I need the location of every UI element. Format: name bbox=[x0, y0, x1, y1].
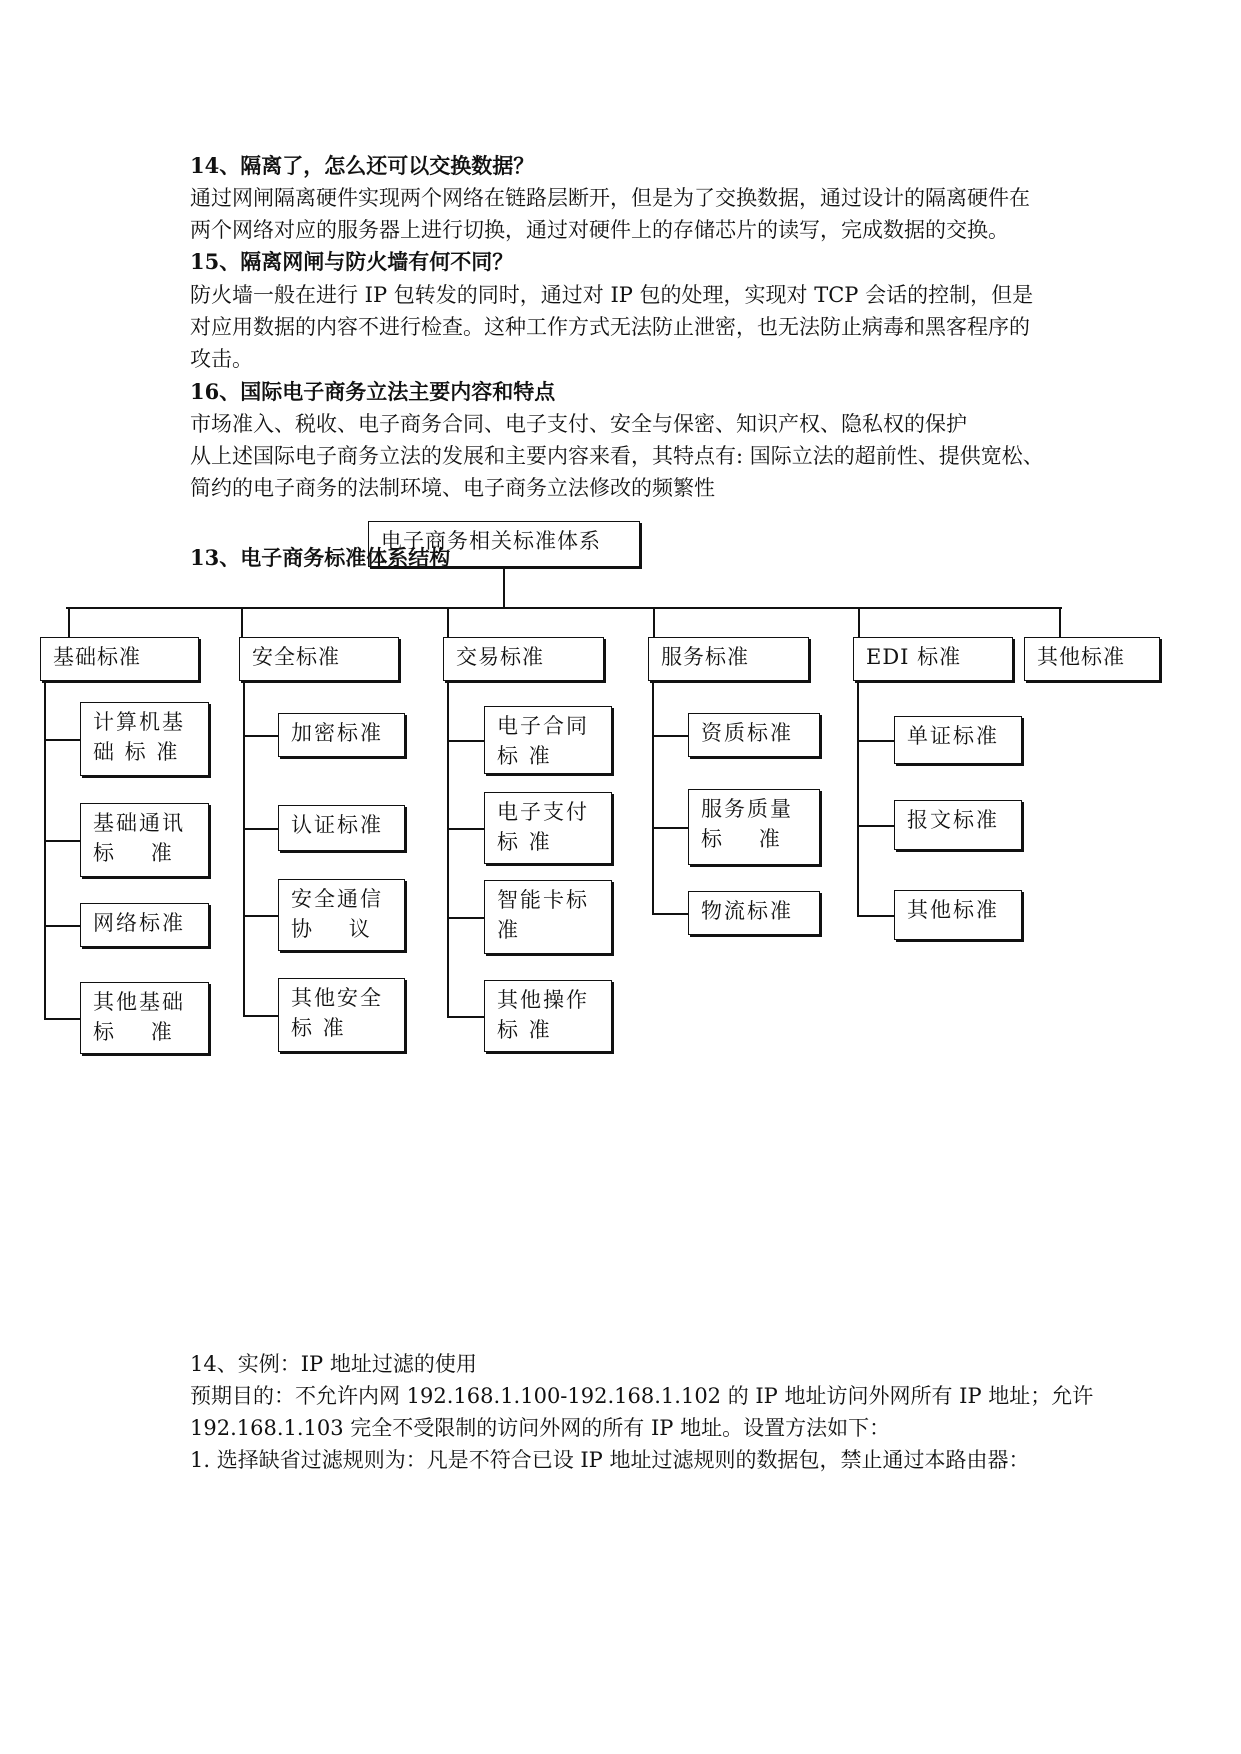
example-title: 14、实例：IP 地址过滤的使用 bbox=[190, 1352, 477, 1376]
child-connector-line bbox=[44, 840, 80, 842]
q14-paragraph-line: 通过网闸隔离硬件实现两个网络在链路层断开，但是为了交换数据，通过设计的隔离硬件在 bbox=[190, 186, 1030, 210]
category-box: 交易标准 bbox=[443, 637, 604, 681]
q16-paragraph-line: 市场准入、税收、电子商务合同、电子支付、安全与保密、知识产权、隐私权的保护 bbox=[190, 412, 967, 436]
child-connector-line bbox=[447, 917, 484, 919]
q14-paragraph-line: 两个网络对应的服务器上进行切换，通过对硬件上的存储芯片的读写，完成数据的交换。 bbox=[190, 218, 1009, 242]
child-connector-line bbox=[857, 915, 894, 917]
q15-paragraph-line: 防火墙一般在进行 IP 包转发的同时，通过对 IP 包的处理，实现对 TCP 会话的控制，但是 bbox=[190, 283, 1034, 307]
standard-item-box: 服务质量 标 准 bbox=[688, 789, 820, 865]
standard-item-box: 计算机基 础 标 准 bbox=[80, 702, 209, 776]
category-vertical-line bbox=[243, 681, 245, 1015]
standard-item-box: 智能卡标 准 bbox=[484, 880, 612, 954]
example-paragraph-line: 192.168.1.103 完全不受限制的访问外网的所有 IP 地址。设置方法如下： bbox=[190, 1416, 891, 1440]
category-drop-line bbox=[68, 607, 70, 637]
category-drop-line bbox=[858, 607, 860, 637]
standard-item-box: 电子合同 标 准 bbox=[484, 706, 612, 774]
standard-item-box: 单证标准 bbox=[894, 716, 1022, 764]
standard-item-box: 网络标准 bbox=[80, 903, 209, 947]
standard-item-box: 其他安全 标 准 bbox=[278, 978, 405, 1052]
category-vertical-line bbox=[857, 681, 859, 915]
standard-item-box: 物流标准 bbox=[688, 891, 820, 935]
child-connector-line bbox=[447, 1016, 484, 1018]
q16-paragraph-line: 简约的电子商务的法制环境、电子商务立法修改的频繁性 bbox=[190, 476, 715, 500]
standard-item-box: 电子支付 标 准 bbox=[484, 792, 612, 864]
child-connector-line bbox=[243, 828, 278, 830]
q14-title: 14、隔离了，怎么还可以交换数据？ bbox=[190, 153, 535, 178]
main-horizontal-bar bbox=[66, 607, 1062, 609]
root-standard-box: 电子商务相关标准体系 bbox=[368, 521, 640, 567]
child-connector-line bbox=[44, 1018, 80, 1020]
standard-item-box: 其他操作 标 准 bbox=[484, 980, 612, 1052]
standard-item-box: 其他标准 bbox=[894, 890, 1022, 940]
child-connector-line bbox=[652, 735, 688, 737]
child-connector-line bbox=[652, 913, 688, 915]
category-vertical-line bbox=[44, 681, 46, 1018]
category-vertical-line bbox=[652, 681, 654, 913]
q15-title: 15、隔离网闸与防火墙有何不同？ bbox=[190, 249, 514, 274]
q15-paragraph-line: 对应用数据的内容不进行检查。这种工作方式无法防止泄密，也无法防止病毒和黑客程序的 bbox=[190, 315, 1030, 339]
category-drop-line bbox=[653, 607, 655, 637]
standard-item-box: 报文标准 bbox=[894, 800, 1022, 850]
child-connector-line bbox=[857, 740, 894, 742]
child-connector-line bbox=[447, 828, 484, 830]
category-box: 服务标准 bbox=[648, 637, 809, 681]
standard-item-box: 其他基础 标 准 bbox=[80, 982, 209, 1054]
category-drop-line bbox=[1059, 607, 1061, 637]
example-list-item: 1. 选择缺省过滤规则为：凡是不符合已设 IP 地址过滤规则的数据包，禁止通过本路由器： bbox=[190, 1448, 1030, 1472]
category-drop-line bbox=[241, 607, 243, 637]
standard-item-box: 安全通信 协 议 bbox=[278, 879, 405, 951]
q15-paragraph-line: 攻击。 bbox=[190, 347, 253, 371]
child-connector-line bbox=[857, 825, 894, 827]
root-connector-line bbox=[503, 567, 505, 609]
standard-item-box: 资质标准 bbox=[688, 713, 820, 757]
q16-paragraph-line: 从上述国际电子商务立法的发展和主要内容来看，其特点有: 国际立法的超前性、提供宽松、 bbox=[190, 444, 1044, 468]
category-box: 基础标准 bbox=[40, 637, 199, 681]
standard-item-box: 认证标准 bbox=[278, 805, 405, 851]
q16-title: 16、国际电子商务立法主要内容和特点 bbox=[190, 379, 556, 404]
q13-title: 13、电子商务标准体系结构 bbox=[190, 545, 451, 570]
category-box: 安全标准 bbox=[239, 637, 399, 681]
standard-item-box: 基础通讯 标 准 bbox=[80, 803, 209, 877]
example-paragraph-line: 预期目的：不允许内网 192.168.1.100-192.168.1.102 的 IP 地址访问外网所有 IP 地址；允许 bbox=[190, 1384, 1094, 1408]
category-box: 其他标准 bbox=[1024, 637, 1160, 681]
child-connector-line bbox=[243, 735, 278, 737]
child-connector-line bbox=[652, 827, 688, 829]
child-connector-line bbox=[44, 925, 80, 927]
standard-item-box: 加密标准 bbox=[278, 713, 405, 757]
child-connector-line bbox=[447, 740, 484, 742]
child-connector-line bbox=[243, 1015, 278, 1017]
child-connector-line bbox=[44, 739, 80, 741]
category-vertical-line bbox=[447, 681, 449, 1016]
category-box: EDI 标准 bbox=[853, 637, 1013, 681]
child-connector-line bbox=[243, 915, 278, 917]
category-drop-line bbox=[447, 607, 449, 637]
